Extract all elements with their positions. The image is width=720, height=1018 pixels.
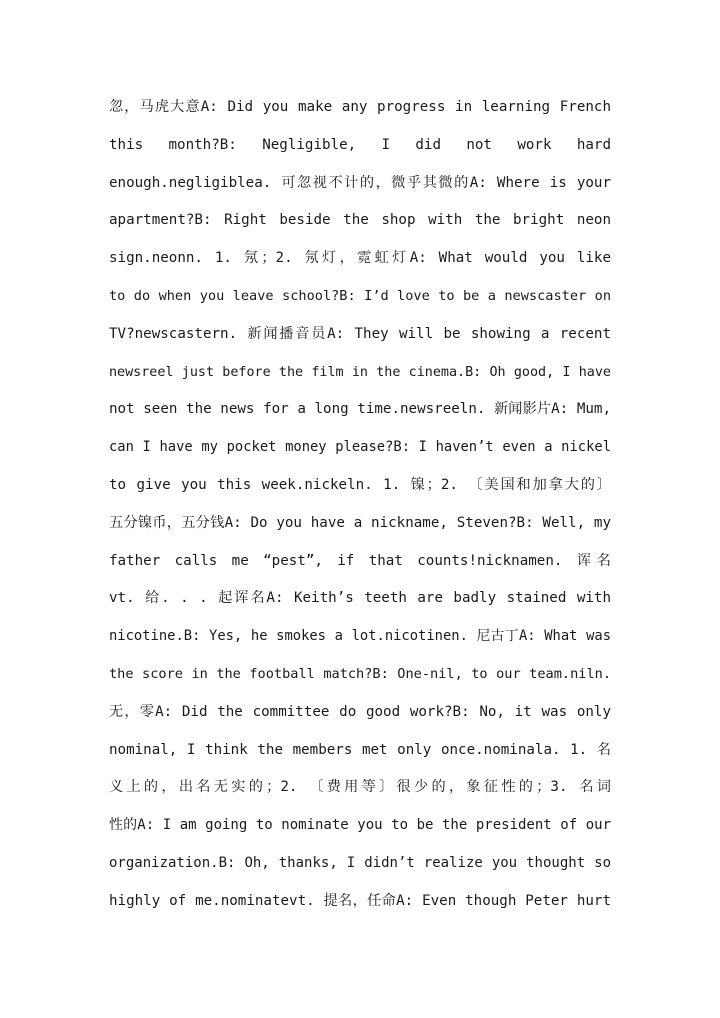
text-line: to give you this week.nickeln. 1. 镍；2. 〔美国和加拿大的〕 bbox=[109, 476, 611, 493]
text-line: not seen the news for a long time.newsreeln. 新闻影片A: Mum, bbox=[109, 401, 611, 418]
text-line: organization.B: Oh, thanks, I didn’t realize you thought so bbox=[109, 854, 611, 871]
text-line: the score in the football match?B: One-nil, to our team.niln. bbox=[109, 665, 611, 682]
text-line: this month?B: Negligible, I did not work hard bbox=[109, 136, 611, 153]
text-line: to do when you leave school?B: I’d love to be a newscaster on bbox=[109, 287, 611, 304]
text-line: highly of me.nominatevt. 提名，任命A: Even though Peter hurt bbox=[109, 892, 611, 909]
text-line: nicotine.B: Yes, he smokes a lot.nicotinen. 尼古丁A: What was bbox=[109, 628, 611, 645]
text-line: 性的A: I am going to nominate you to be the president of our bbox=[109, 817, 611, 834]
text-line: sign.neonn. 1. 氖；2. 氖灯，霓虹灯A: What would you like bbox=[109, 250, 611, 267]
text-line: 忽，马虎大意A: Did you make any progress in learning French bbox=[109, 99, 611, 115]
text-line: apartment?B: Right beside the shop with the bright neon bbox=[109, 212, 611, 229]
text-line: newsreel just before the film in the cinema.B: Oh good, I have bbox=[109, 364, 611, 380]
text-line: TV?newscastern. 新闻播音员A: They will be showing a recent bbox=[109, 325, 611, 342]
text-line: 五分镍币，五分钱A: Do you have a nickname, Steven?B: Well, my bbox=[109, 514, 611, 531]
text-line: vt. 给. . . 起诨名A: Keith’s teeth are badly stained with bbox=[109, 590, 611, 607]
text-line: enough.negligiblea. 可忽视不计的，微乎其微的A: Where is your bbox=[109, 174, 611, 191]
text-line: can I have my pocket money please?B: I haven’t even a nickel bbox=[109, 439, 611, 456]
text-line: nominal, I think the members met only once.nominala. 1. 名 bbox=[109, 741, 611, 758]
document-body bbox=[109, 89, 611, 921]
text-line: 无，零A: Did the committee do good work?B: No, it was only bbox=[109, 703, 611, 720]
text-line: father calls me “pest”, if that counts!nicknamen. 诨名 bbox=[109, 552, 611, 569]
text-line: 义上的，出名无实的；2. 〔费用等〕很少的，象征性的；3. 名词 bbox=[109, 779, 611, 796]
